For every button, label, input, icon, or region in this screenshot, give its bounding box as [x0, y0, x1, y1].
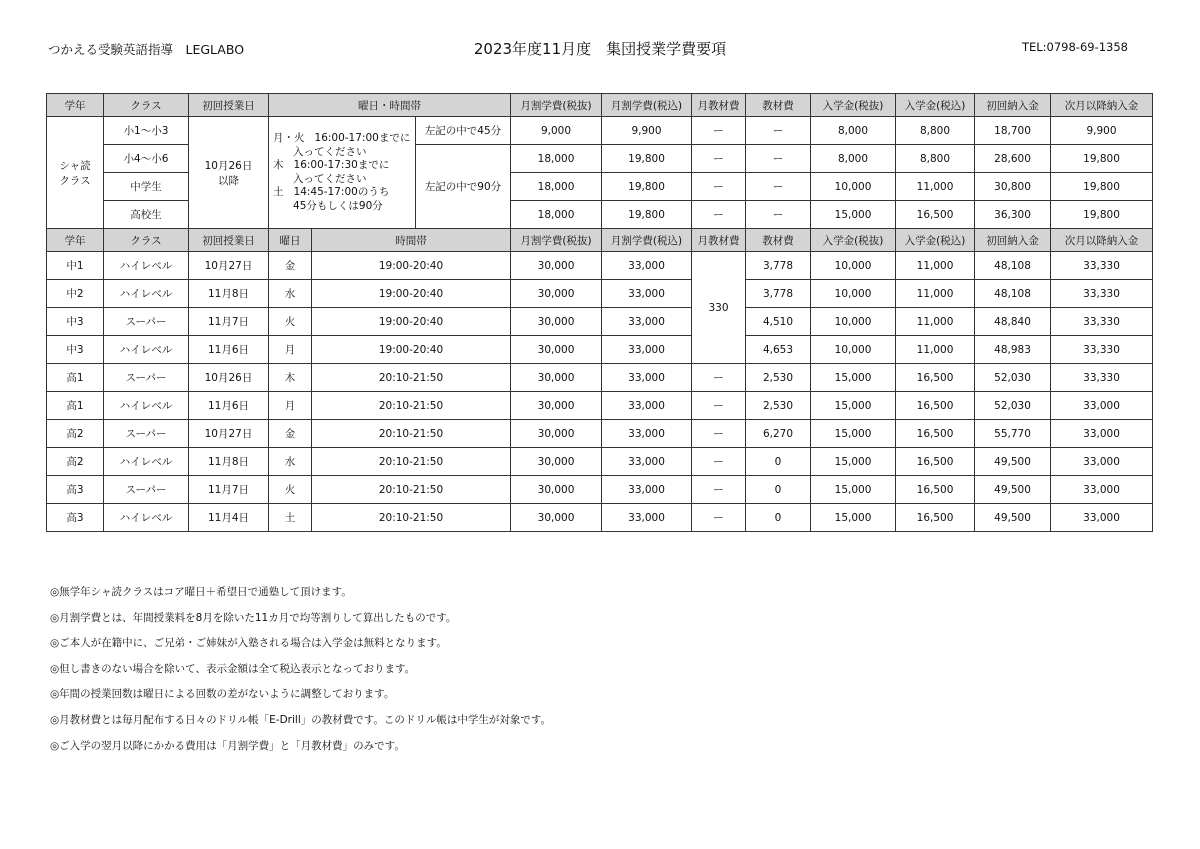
fee-cell: 2,530 [746, 364, 811, 392]
start-date-cell: 10月26日 [189, 364, 269, 392]
fee-cell: 18,000 [511, 173, 602, 201]
start-date-cell: 11月6日 [189, 392, 269, 420]
fee-cell: 33,000 [602, 504, 692, 532]
fee-cell: 0 [746, 448, 811, 476]
fee-cell: 48,108 [975, 252, 1051, 280]
fee-cell: 48,108 [975, 280, 1051, 308]
column-header: 次月以降納入金 [1051, 229, 1153, 252]
fee-cell: 33,330 [1051, 336, 1153, 364]
fee-cell: 15,000 [811, 476, 896, 504]
class-cell: ハイレベル [104, 280, 189, 308]
column-header: 月割学費(税抜) [511, 229, 602, 252]
note-item: ◎ご本人が在籍中に、ご兄弟・ご姉妹が入塾される場合は入学金は無料となります。 [50, 637, 447, 650]
fee-cell: 16,500 [896, 392, 975, 420]
fee-cell: 2,530 [746, 392, 811, 420]
fee-cell: 52,030 [975, 392, 1051, 420]
start-date-cell: 11月8日 [189, 280, 269, 308]
fee-cell: 16,500 [896, 364, 975, 392]
monthly-material-cell: ー [692, 504, 746, 532]
fee-cell: 0 [746, 504, 811, 532]
time-cell: 20:10-21:50 [312, 420, 511, 448]
grade-cell: 中3 [47, 336, 104, 364]
duration-cell: 左記の中で45分 [416, 117, 511, 145]
note-item: ◎無学年シャ読クラスはコア曜日＋希望日で通塾して頂けます。 [50, 586, 352, 598]
day-cell: 火 [269, 308, 312, 336]
fee-cell: 33,000 [602, 364, 692, 392]
day-cell: 月 [269, 336, 312, 364]
column-header: 時間帯 [312, 229, 511, 252]
start-date-cell: 11月4日 [189, 504, 269, 532]
start-date-cell: 10月27日 [189, 252, 269, 280]
class-cell: スーパー [104, 420, 189, 448]
fee-cell: 4,653 [746, 336, 811, 364]
grade-cell: 高3 [47, 504, 104, 532]
fee-cell: 9,000 [511, 117, 602, 145]
school-name: つかえる受験英語指導 LEGLABO [48, 42, 245, 57]
class-row [47, 448, 1153, 476]
fee-cell: 16,500 [896, 448, 975, 476]
fee-cell: 30,000 [511, 336, 602, 364]
column-header: 初回納入金 [975, 229, 1051, 252]
note-item: ◎月教材費とは毎月配布する日々のドリル帳「E-Drill」の教材費です。このドリル帳は中学生が対象です。 [50, 713, 552, 726]
fee-cell: 33,000 [1051, 504, 1153, 532]
header-row [47, 94, 1153, 117]
start-date-cell: 10月26日 以降 [189, 117, 269, 229]
monthly-material-cell: 330 [692, 252, 746, 364]
phone-number: TEL:0798-69-1358 [1021, 40, 1128, 54]
shadowing-row [47, 117, 1153, 145]
fee-cell: 33,330 [1051, 252, 1153, 280]
fee-cell: 8,000 [811, 117, 896, 145]
time-cell: 20:10-21:50 [312, 476, 511, 504]
fee-cell: ー [692, 117, 746, 145]
fee-cell: 16,500 [896, 504, 975, 532]
fee-cell: ー [746, 173, 811, 201]
monthly-material-cell: ー [692, 364, 746, 392]
column-header: クラス [104, 94, 189, 117]
column-header: 入学金(税抜) [811, 94, 896, 117]
fee-cell: 15,000 [811, 364, 896, 392]
fee-cell: 3,778 [746, 280, 811, 308]
monthly-material-cell: ー [692, 448, 746, 476]
fee-cell: 15,000 [811, 420, 896, 448]
fee-cell: 16,500 [896, 201, 975, 229]
column-header: 月割学費(税抜) [511, 94, 602, 117]
column-header: 初回納入金 [975, 94, 1051, 117]
fee-cell: 11,000 [896, 252, 975, 280]
fee-cell: 19,800 [602, 145, 692, 173]
fee-cell: ー [692, 145, 746, 173]
fee-cell: 10,000 [811, 308, 896, 336]
fee-cell: 33,330 [1051, 280, 1153, 308]
grade-cell: 高3 [47, 476, 104, 504]
class-row [47, 364, 1153, 392]
monthly-material-cell: ー [692, 392, 746, 420]
fee-cell: 19,800 [602, 173, 692, 201]
fee-cell: ー [746, 117, 811, 145]
note-item: ◎但し書きのない場合を除いて、表示金額は全て税込表示となっております。 [50, 662, 416, 675]
note-item: ◎ご入学の翌月以降にかかる費用は「月割学費」と「月教材費」のみです。 [50, 739, 405, 752]
duration-cell: 左記の中で90分 [416, 145, 511, 229]
day-cell: 月 [269, 392, 312, 420]
fee-cell: ー [746, 145, 811, 173]
fee-cell: 8,000 [811, 145, 896, 173]
column-header: 月割学費(税込) [602, 94, 692, 117]
start-date-cell: 11月6日 [189, 336, 269, 364]
fee-cell: 55,770 [975, 420, 1051, 448]
page-title: 2023年度11月度 集団授業学費要項 [473, 40, 727, 58]
fee-cell: 3,778 [746, 252, 811, 280]
fee-cell: 11,000 [896, 308, 975, 336]
fee-cell: ー [746, 201, 811, 229]
fee-cell: 49,500 [975, 476, 1051, 504]
class-row [47, 420, 1153, 448]
time-cell: 20:10-21:50 [312, 504, 511, 532]
class-row [47, 476, 1153, 504]
day-cell: 木 [269, 364, 312, 392]
fee-cell: 10,000 [811, 336, 896, 364]
grade-cell: 高2 [47, 448, 104, 476]
class-cell: ハイレベル [104, 448, 189, 476]
fee-cell: 16,500 [896, 476, 975, 504]
class-cell: ハイレベル [104, 336, 189, 364]
fee-cell: 18,700 [975, 117, 1051, 145]
fee-cell: 18,000 [511, 201, 602, 229]
class-row [47, 504, 1153, 532]
fee-cell: 30,000 [511, 476, 602, 504]
grade-cell: 中3 [47, 308, 104, 336]
fee-cell: 33,330 [1051, 364, 1153, 392]
class-row [47, 308, 1153, 336]
day-cell: 金 [269, 420, 312, 448]
grade-cell: 中2 [47, 280, 104, 308]
column-header: 教材費 [746, 94, 811, 117]
fee-cell: 30,000 [511, 308, 602, 336]
class-row [47, 280, 1153, 308]
column-header: 月教材費 [692, 94, 746, 117]
fee-cell: ー [692, 201, 746, 229]
class-cell: 中学生 [104, 173, 189, 201]
class-cell: 小1～小3 [104, 117, 189, 145]
day-cell: 水 [269, 448, 312, 476]
time-cell: 19:00-20:40 [312, 336, 511, 364]
note-item: ◎月割学費とは、年間授業料を8月を除いた11カ月で均等割りして算出したものです。 [50, 611, 457, 624]
fee-cell: 33,000 [602, 308, 692, 336]
fee-cell: 16,500 [896, 420, 975, 448]
grade-cell: 中1 [47, 252, 104, 280]
class-row [47, 252, 1153, 280]
day-cell: 火 [269, 476, 312, 504]
fee-cell: ー [692, 173, 746, 201]
fee-cell: 33,330 [1051, 308, 1153, 336]
class-cell: スーパー [104, 476, 189, 504]
monthly-material-cell: ー [692, 420, 746, 448]
fee-cell: 11,000 [896, 280, 975, 308]
grade-cell: 高1 [47, 364, 104, 392]
fee-cell: 19,800 [1051, 145, 1153, 173]
fee-cell: 33,000 [1051, 448, 1153, 476]
column-header: 月割学費(税込) [602, 229, 692, 252]
fee-table [46, 93, 1153, 532]
grade-cell: シャ読 クラス [47, 117, 104, 229]
column-header: 入学金(税込) [896, 229, 975, 252]
fee-cell: 30,000 [511, 392, 602, 420]
notes-list [50, 580, 551, 759]
column-header: 学年 [47, 94, 104, 117]
column-header: 入学金(税抜) [811, 229, 896, 252]
fee-cell: 6,270 [746, 420, 811, 448]
column-header: 初回授業日 [189, 229, 269, 252]
start-date-cell: 11月8日 [189, 448, 269, 476]
monthly-material-cell: ー [692, 476, 746, 504]
fee-cell: 33,000 [602, 280, 692, 308]
fee-cell: 30,800 [975, 173, 1051, 201]
fee-cell: 0 [746, 476, 811, 504]
fee-cell: 30,000 [511, 504, 602, 532]
fee-cell: 19,800 [1051, 201, 1153, 229]
header-row [47, 229, 1153, 252]
column-header: 曜日 [269, 229, 312, 252]
fee-cell: 15,000 [811, 392, 896, 420]
fee-cell: 30,000 [511, 364, 602, 392]
fee-cell: 10,000 [811, 280, 896, 308]
fee-cell: 19,800 [602, 201, 692, 229]
fee-cell: 49,500 [975, 448, 1051, 476]
time-cell: 19:00-20:40 [312, 280, 511, 308]
fee-cell: 33,000 [602, 476, 692, 504]
fee-cell: 33,000 [1051, 420, 1153, 448]
day-cell: 土 [269, 504, 312, 532]
grade-cell: 高2 [47, 420, 104, 448]
fee-cell: 33,000 [602, 392, 692, 420]
fee-cell: 30,000 [511, 252, 602, 280]
start-date-cell: 11月7日 [189, 476, 269, 504]
class-cell: 小4～小6 [104, 145, 189, 173]
column-header: 学年 [47, 229, 104, 252]
class-cell: スーパー [104, 308, 189, 336]
fee-cell: 33,000 [602, 336, 692, 364]
time-cell: 19:00-20:40 [312, 252, 511, 280]
fee-cell: 33,000 [602, 252, 692, 280]
fee-cell: 9,900 [1051, 117, 1153, 145]
fee-cell: 49,500 [975, 504, 1051, 532]
class-row [47, 336, 1153, 364]
column-header: 初回授業日 [189, 94, 269, 117]
fee-cell: 4,510 [746, 308, 811, 336]
grade-cell: 高1 [47, 392, 104, 420]
column-header: 次月以降納入金 [1051, 94, 1153, 117]
time-cell: 20:10-21:50 [312, 392, 511, 420]
column-header: 月教材費 [692, 229, 746, 252]
fee-cell: 30,000 [511, 420, 602, 448]
time-cell: 20:10-21:50 [312, 448, 511, 476]
fee-cell: 15,000 [811, 448, 896, 476]
class-cell: ハイレベル [104, 392, 189, 420]
fee-cell: 9,900 [602, 117, 692, 145]
fee-cell: 8,800 [896, 117, 975, 145]
day-cell: 水 [269, 280, 312, 308]
day-cell: 金 [269, 252, 312, 280]
class-row [47, 392, 1153, 420]
fee-cell: 15,000 [811, 504, 896, 532]
class-cell: ハイレベル [104, 504, 189, 532]
fee-cell: 33,000 [602, 420, 692, 448]
fee-cell: 52,030 [975, 364, 1051, 392]
class-cell: スーパー [104, 364, 189, 392]
fee-cell: 11,000 [896, 336, 975, 364]
note-item: ◎年間の授業回数は曜日による回数の差がないように調整しております。 [50, 688, 395, 701]
fee-cell: 30,000 [511, 280, 602, 308]
column-header: クラス [104, 229, 189, 252]
column-header: 曜日・時間帯 [269, 94, 511, 117]
schedule-cell: 月・火 16:00-17:00までに 入ってください 木 16:00-17:30までに 入ってください 土 14:45-17:00のうち 45分もしくは90分 [269, 117, 416, 229]
start-date-cell: 10月27日 [189, 420, 269, 448]
fee-cell: 33,000 [1051, 392, 1153, 420]
fee-cell: 8,800 [896, 145, 975, 173]
fee-cell: 36,300 [975, 201, 1051, 229]
fee-cell: 11,000 [896, 173, 975, 201]
class-cell: 高校生 [104, 201, 189, 229]
fee-cell: 33,000 [602, 448, 692, 476]
fee-cell: 18,000 [511, 145, 602, 173]
fee-cell: 10,000 [811, 252, 896, 280]
fee-cell: 48,983 [975, 336, 1051, 364]
fee-cell: 28,600 [975, 145, 1051, 173]
fee-cell: 19,800 [1051, 173, 1153, 201]
fee-cell: 33,000 [1051, 476, 1153, 504]
fee-cell: 30,000 [511, 448, 602, 476]
fee-cell: 10,000 [811, 173, 896, 201]
time-cell: 19:00-20:40 [312, 308, 511, 336]
column-header: 入学金(税込) [896, 94, 975, 117]
class-cell: ハイレベル [104, 252, 189, 280]
time-cell: 20:10-21:50 [312, 364, 511, 392]
fee-cell: 48,840 [975, 308, 1051, 336]
start-date-cell: 11月7日 [189, 308, 269, 336]
fee-cell: 15,000 [811, 201, 896, 229]
column-header: 教材費 [746, 229, 811, 252]
